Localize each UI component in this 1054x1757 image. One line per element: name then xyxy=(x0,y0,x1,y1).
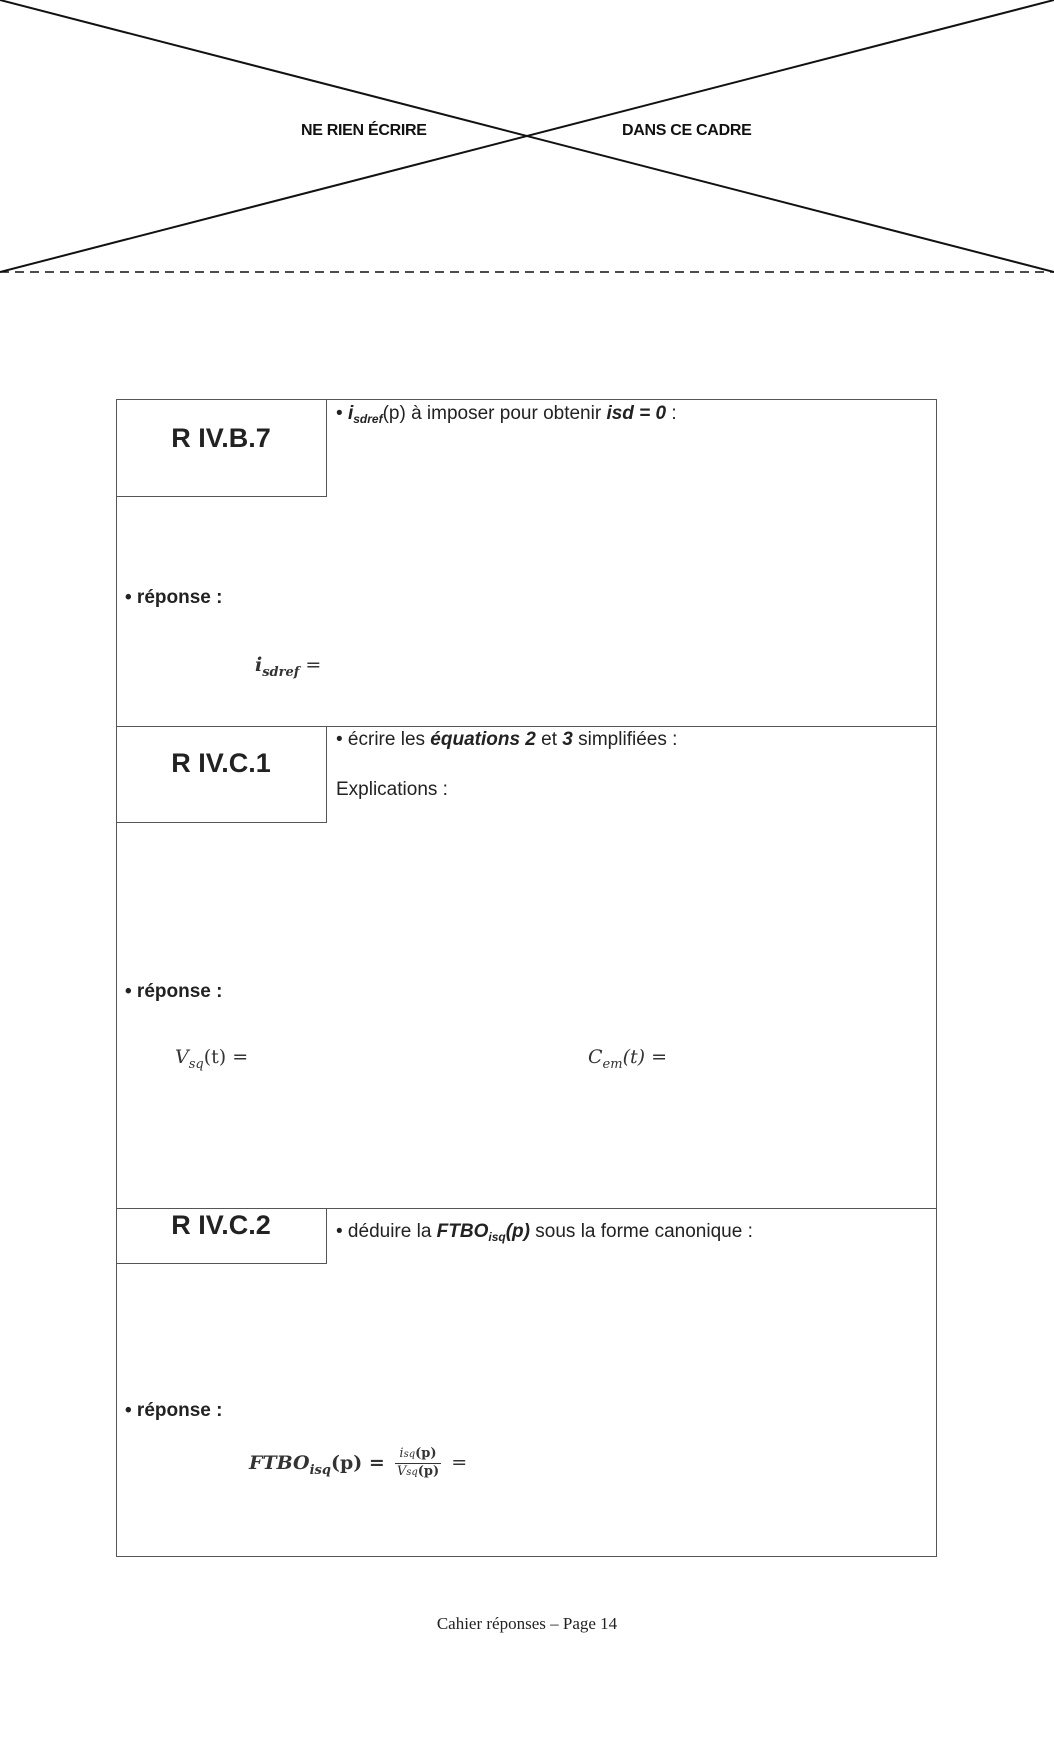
frame-text-left: NE RIEN ÉCRIRE xyxy=(301,122,427,139)
reponse-label: • réponse : xyxy=(125,981,223,1002)
question-label-box xyxy=(116,726,327,823)
question-id: R IV.C.1 xyxy=(171,748,271,778)
frame-text-right: DANS CE CADRE xyxy=(622,122,752,139)
reponse-label: • réponse : xyxy=(125,587,223,608)
formula-vsq: $V_{sq}(t)$ = xyxy=(175,1046,249,1072)
reponse-label: • réponse : xyxy=(125,1400,223,1421)
do-not-write-frame xyxy=(0,0,1054,280)
formula-isdref: $i_{sdref}$ = xyxy=(255,654,322,680)
question-id: R IV.C.2 xyxy=(171,1210,271,1240)
question-label-box xyxy=(116,399,327,497)
formula-cem: $C_{em}(t)$ = xyxy=(588,1046,667,1072)
question-prompt: • déduire la $FTBO_{isq}(p)$ sous la forme canonique : xyxy=(336,1221,753,1244)
page-footer: Cahier réponses – Page 14 xyxy=(436,1614,618,1633)
question-label-box xyxy=(116,1208,327,1264)
formula-ftbo: $FTBO_{isq}(p)$ = $\frac{\text{isq(p)}}{\text{Vsq(p)}}$ = xyxy=(249,1446,468,1479)
formula-fraction: $\frac{\text{isq(p)}}{\text{Vsq(p)}}$ xyxy=(396,1446,440,1479)
question-id: R IV.B.7 xyxy=(171,423,271,453)
question-prompt: • $i_{sdref}(p)$ à imposer pour obtenir isd = 0 : xyxy=(336,403,677,426)
question-prompt: • écrire les équations 2 et 3 simplifiées : xyxy=(336,729,678,750)
explications-label: Explications : xyxy=(336,779,448,800)
answer-table xyxy=(116,399,937,1557)
